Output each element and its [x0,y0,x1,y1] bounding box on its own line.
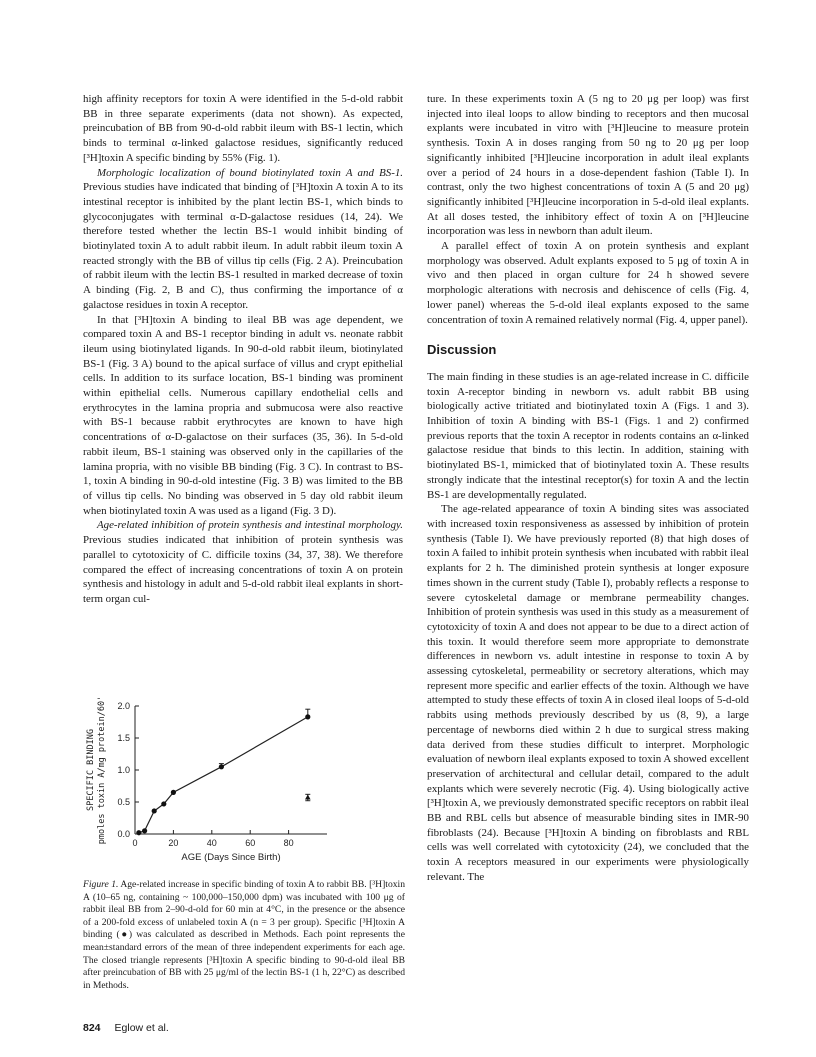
data-point-triangle [305,795,311,800]
chart-svg [83,698,403,878]
x-tick-label: 80 [283,838,294,848]
paragraph: high affinity receptors for toxin A were identified in the 5-d-old rabbit BB in three separate experiments (data not shown). As expected, preincubation of BB from 90-d-old rabbit ileum with BS-1 lectin, which binds to terminal α-linked galactose residues, significantly reduced [³H]toxin A specific binding by 55% (Fig. 1). [83,93,403,164]
paragraph: A parallel effect of toxin A on protein synthesis and explant morphology was observed. Adult explants exposed to 5 μg of toxin A in vivo and then placed in organ culture for 24 h showed severe morphologic alterations with necrosis and dehiscence of cells (Fig. 4, lower panel) whereas the 5-d-old ileal explants exposed to the same concentration of toxin A remained relatively normal (Fig. 4, upper panel). [427,240,749,326]
data-point [171,790,176,795]
data-point [136,830,141,835]
paragraph [83,166,403,313]
caption-label: Figure 1. [83,879,119,890]
paragraph: The main finding in these studies is an age-related increase in C. difficile toxin A-receptor binding in newborn vs. adult rabbit BB using biologically active tritiated and biotinylated toxin A (Figs. 1 and 3). Inhibition of toxin A binding with BS-1 (Figs. 1 and 2) confirmed previous reports that the toxin A receptor in rodents contains an α-linked galactose residue that binds to this lectin. In addition, staining with biotinylated BS-1, mimicked that of biotinylated toxin A. These results strongly indicate that the intestinal receptor(s) for toxin A and the lectin BS-1 are developmentally regulated. [427,370,749,501]
running-authors: Eglow et al. [114,1022,169,1034]
y-tick-label: 2.0 [117,701,130,711]
section-run-in-title: Age-related inhibition of protein synthesis and intestinal morphology. [97,519,403,532]
series-line [139,717,308,833]
data-point [219,764,224,769]
x-tick-label: 60 [245,838,256,848]
y-axis-label-units: pmoles toxin A/mg protein/60' [97,698,107,845]
section-heading: Discussion [427,342,497,358]
x-tick-label: 0 [132,838,138,848]
paragraph-body: Previous studies indicated that inhibition of protein synthesis was parallel to cytotoxicity of C. difficile toxins (34, 37, 38). We therefore compared the effect of increasing concentrations of toxin A on protein synthesis and histology in adult and 5-d-old rabbit ileal explants in short-term organ cul- [83,534,403,605]
x-tick-label: 20 [168,838,179,848]
paragraph: ture. In these experiments toxin A (5 ng to 20 μg per loop) was first injected into ileal loops to allow binding to receptors and then mucosal explants were incubated in vitro with [³H]leucine to measure protein synthesis. Toxin A in doses ranging from 50 ng to 20 μg per loop significantly inhibited [³H]leucine incorporation in adult ileal explants over a period of 24 hours in a dose-dependent fashion (Table I). In contrast, only the two highest concentrations of toxin A (5 and 20 μg) significantly inhibited [³H]leucine incorporation in 5-d-old ileal explants. At all doses tested, the inhibitory effect of toxin A on [³H]leucine incorporation was less in newborn than adult ileum. [427,93,749,238]
section-run-in-title: Morphologic localization of bound biotinylated toxin A and BS-1. [97,166,403,179]
chart-marks [136,709,310,835]
figure-caption [83,879,405,992]
x-axis-label: AGE (Days Since Birth) [181,852,281,863]
paragraph [83,518,403,606]
x-tick-label: 40 [206,838,217,848]
y-tick-label: 1.5 [117,733,130,743]
y-axis-label: SPECIFIC BINDING [86,729,96,811]
caption-text [83,879,405,992]
data-point [305,714,310,719]
paragraph: The age-related appearance of toxin A binding sites was associated with increased toxin responsiveness as assessed by inhibition of protein synthesis (Table I). We have previously reported (8) that high doses of toxin A failed to inhibit protein synthesis when incubated with rabbit ileal explants for 2 h. The diminished protein synthesis at longer exposure times shown in the current study (Table I), probably reflects a response to severe cytoskeletal damage or membrane permeability changes. Inhibition of protein synthesis was used in this study as a measurement of cytotoxicity of toxin A and does not appear to be due to a direct action of this toxin. It would therefore seem more appropriate to demonstrate differences in newborn vs. adult intestine in response to toxin A by assessing cytoskeletal, permeability or secretory alterations, which may represent more specific and earlier effects of the toxin. Although we have attempted to study these effects of toxin A in closed ileal loops of 5-d-old rabbits using methods previously described by us (8, 9), a large percentage of newborns died within 2 h due to surgical stress making data derived from these studies difficult to interpret. Morphologic evaluation of newborn ileal explants exposed to toxin A showed excellent preservation of architectural and cellular detail, compared to the adult explants which were severely necrotic (Fig. 4). Using biologically active [³H]toxin A, we previously demonstrated specific receptors on rabbit ileal BB and RBL cells but absence of measurable binding sites in IMR-90 fibroblasts (24). Because [³H]toxin A binding on fibroblasts and RBL cells was well correlated with cytotoxicity (24), we concluded that the toxin A receptors measured in our experiments were physiologically relevant. The [427,503,749,883]
page-number: 824 [83,1022,101,1034]
right-column [427,92,749,885]
paragraph-body: Previous studies have indicated that binding of [³H]toxin A toxin A to its intestinal receptor is inhibited by the plant lectin BS-1, which binds to glycoconjugates with terminal α-D-galactose residues (14, 24). We therefore tested whether the lectin BS-1 would inhibit binding of biotinylated toxin A to adult rabbit ileum. In adult rabbit ileum toxin A reacted strongly with the BB of villus tip cells (Fig. 2 A). Preincubation of rabbit ileum with the lectin BS-1 resulted in marked decrease of toxin A binding (Fig. 2, B and C), thus confirming the importance of α galactose residues in toxin A receptor. [83,181,403,311]
data-point [161,801,166,806]
chart-axes [117,701,327,848]
left-column [83,92,403,607]
paragraph: In that [³H]toxin A binding to ileal BB was age dependent, we compared toxin A and BS-1 receptor binding in adult vs. neonate rabbit ileum using biotinylated ligands. In 90-d-old rabbit ileum, biotinylated BS-1 (Fig. 3 A) bound to the apical surface of villus and crypt epithelial cells. In addition to its surface location, BS-1 binding was prominent within epithelial cells. Numerous capillary endothelial cells and erythrocytes in the lamina propria and submucosa were also reactive with BS-1 because rabbit erythrocytes are known to have high concentrations of α-D-galactose on their surfaces (35, 36). In 5-d-old rabbit ileum, BS-1 staining was observed only in the capillaries of the lamina propria, with no visible BB binding (Fig. 3 C). In contrast to BS-1, toxin A binding in 90-d-old intestine (Fig. 3 B) was limited to the BB of villus tip cells. No binding was observed in 5 day old rabbit ileum when biotinylated toxin A was used as a ligand (Fig. 3 D). [83,313,403,517]
data-point [152,808,157,813]
y-tick-label: 0.5 [117,797,130,807]
y-tick-label: 0.0 [117,829,130,839]
data-point [142,828,147,833]
figure-1-chart [83,698,403,878]
caption-body: Age-related increase in specific binding of toxin A to rabbit BB. [³H]toxin A (10–65 ng, containing ~ 100,000–150,000 dpm) was incubated with 100 μg of rabbit ileal BB from 2–90-d-old for 60 min at 4°C, in the presence or the absence of a 200-fold excess of unlabeled toxin A (n = 3 per group). Specific [³H]toxin A binding (●) was calculated as described in Methods. Each point represents the mean±standard errors of the mean of three independent experiments for each age. The closed triangle represents [³H]toxin A specific binding to 90-d-old ileal BB after preincubation of BB with 25 μg/ml of the lectin BS-1 (1 h, 22°C) as described in Methods. [83,879,406,991]
y-tick-label: 1.0 [117,765,130,775]
page-footer [83,1022,169,1034]
